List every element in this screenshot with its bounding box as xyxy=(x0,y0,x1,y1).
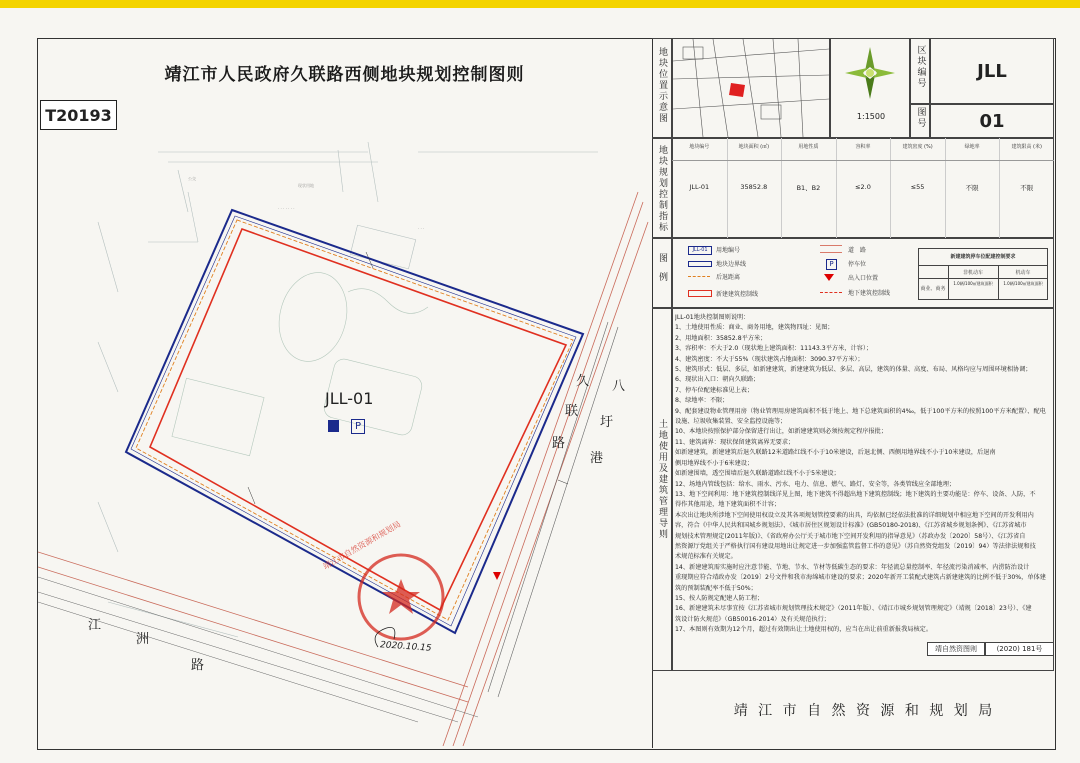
scan-edge xyxy=(0,0,1080,8)
legend-text-building-line: 新建建筑控制线 xyxy=(716,291,759,298)
legend-symbol-underground xyxy=(820,292,842,293)
location-map[interactable] xyxy=(672,38,830,138)
note-line: 如新建围墙，透空围墙后退久联路道路红线不小于5米建设； xyxy=(675,470,840,478)
note-line: 得作其他用途，地下建筑面积不计容； xyxy=(675,501,781,509)
note-line: 12、场地内管线包括：给水、雨水、污水、电力、信息、燃气、路灯、安全等，各类管线应全部地埋； xyxy=(675,480,956,488)
control-value: ≤2.0 xyxy=(855,183,871,191)
control-value: B1、B2 xyxy=(796,184,821,192)
legend-symbol-setback xyxy=(688,276,710,277)
legend-symbol-parking: P xyxy=(826,259,837,270)
note-line: 术规范标准有关规定。 xyxy=(675,553,737,561)
note-line: 15、按人防规定配建人防工程； xyxy=(675,594,764,602)
note-line: 11、建筑离界：现状保留建筑离界无要求； xyxy=(675,438,795,446)
control-value: ≤55 xyxy=(910,183,925,191)
legend-text-parking: 停车位 xyxy=(848,261,867,268)
legend-text-code: 用地编号 xyxy=(716,247,741,254)
control-value: 不限 xyxy=(965,184,979,192)
parcel-label: JLL-01 xyxy=(325,389,374,408)
official-seal xyxy=(359,555,443,639)
parking-icon-box xyxy=(328,420,339,432)
notes-label-cell: 土地使用及建筑管理导则 xyxy=(652,308,672,671)
sheet-number: 01 xyxy=(930,104,1054,138)
legend-text-setback: 后退距离 xyxy=(716,274,741,281)
doc-number: (2020) 181号 xyxy=(985,642,1054,656)
control-header: 地块面积 (㎡) xyxy=(738,144,770,150)
legend-symbol-boundary xyxy=(688,261,712,267)
canal-label-ba: 八 xyxy=(612,379,626,394)
control-header: 绿地率 xyxy=(964,144,980,150)
parking-table-title: 新建建筑停车位配建控制要求 xyxy=(950,254,1016,260)
legend-symbol-building-line xyxy=(688,290,712,297)
note-line: 重现期应符合靖政办发〔2019〕2号文件和我市海绵城市建设的要求；2020年新开工装配式建筑占新建建筑的比例不低于30%，单体建 xyxy=(675,574,1046,582)
issuing-bureau: 靖 江 市 自 然 资 源 和 规 划 局 xyxy=(733,703,996,719)
note-line: 8、绿地率：不限； xyxy=(675,397,729,405)
note-line: 筑的预制装配率不低于50%； xyxy=(675,584,757,592)
entrance-marker xyxy=(493,572,501,580)
road-label-jiu: 久 xyxy=(576,374,590,389)
location-panel-label-cell xyxy=(652,38,672,138)
block-code: JLL xyxy=(930,38,1054,104)
legend-symbol-code: JLL-01 xyxy=(688,246,712,255)
location-panel-label: 地块位置示意图 xyxy=(657,47,667,124)
note-line: 6、现状出入口：朝向久联路； xyxy=(675,376,760,384)
svg-text:· · ·: · · · xyxy=(418,226,425,231)
note-line: 4、建筑密度：不大于55%（现状建筑占地面积：3090.37平方米）； xyxy=(675,355,864,363)
canal-label-gang: 港 xyxy=(590,451,604,466)
road-label-zhou: 洲 xyxy=(136,632,150,647)
plan-sheet: 靖江市人民政府久联路西侧地块规划控制图则 T20193 公交 现状用地 · · · · · · · · · · JLL-01 P 久 联 路 八 圩 港 江 洲 路 靖江市自然资源和规划局 2020.10.15 地块位置示意图 1:1500 区块编号 JLL 图号 01 地块规划控制指标 地块编号 JLL-01 地块面积 (㎡) 35852.8 用地性质 B1、B2 容积率 ≤2.0 建筑密度 (%) ≤55 绿地率 不限 建筑限高 (米) 不限 图例 JLL-01 用地编号 地块边界线 后退距离 新建建筑控制线 道 路 P 停车位 出入口位置 地下建筑控制线 新建建筑停车位配建控制要求 非机动车 机动车 商业、商务 1.0辆/100㎡建筑面积 1.0辆/100㎡建筑面积 土地使用及建筑管理导则 JLL-01地块控制图则说明： 1、土地使用性质：商业、商务用地，建筑物四址：见图； 2、用地面积：35852.8平方米； 3、容积率：不大于2.0（现状地上建筑面积：11143.3平方米，计容）； 4、建筑密度：不大于55%（现状建筑占地面积：3090.37平方米）； 5、建筑形式：低层、多层，如新建建筑，新建建筑为低层、多层、高层，建筑的体量、高度、布局、风格均应与周围环境相协调； 6、现状出入口：朝向久联路； 7、停车位配建标准见上表； 8、绿地率：不限； 9、配套建设物业管理用房（物业管理用房建筑面积不低于地上、地下总建筑面积的4‰，低于100平方米的按照100平方米配置）、配电 设施、垃圾收集装置、安全监控设施等； 10、本地块按照保护部分保留进行出让，如新建建筑则必须按规定程序报批； 11、建筑离界：现状保留建筑离界无要求； 如新建建筑，新建建筑后退久联路12米道路红线不小于10米建设，后退北侧、西侧用地界线不小于10米建设，后退南 侧用地界线不小于6米建设； 如新建围墙，透空围墙后退久联路道路红线不小于5米建设； 12、场地内管线包括：给水、雨水、污水、电力、信息、燃气、路灯、安全等，各类管线应全部地埋； 13、地下空间利用：地下建筑控制线详见上图，地下建筑不得超出地下建筑控制线；地下建筑的主要功能是：停车、设备、人防，不 得作其他用途，地下建筑面积不计容； 本次出让地块所涉地下空间使用权设立及其各项规划管控要素的出具，均依据已经依法批准的详细规划中相应地下空间的开发利用内 容，符合《中华人民共和国城乡规划法》、《城市居住区规划设计标准》(GB50180-2018)、《江苏省城乡规划条例》、《江苏省城市 规划技术管理规定(2011年版)》、《省政府办公厅关于城市地下空间开发利用的指导意见》（苏政办发〔2020〕58号）、《江苏省自 然资源厅党组关于严格执行国有建设用地出让规定进一步加强监管监督工作的意见》（苏自然资党组发〔2019〕94）等法律法规和技 术规范标准有关规定。 14、新建建筑需实施时应注意节能、节地、节水、节材等低碳生态的要求：年径流总量控制率、年径流污染消减率、内涝防治设计 重现期应符合靖政办发〔2019〕2号文件和我市海绵城市建设的要求；2020年新开工装配式建筑占新建建筑的比例不低于30%，单体建 筑的预制装配率不低于50%； 15、按人防规定配建人防工程； 16、新建建筑未尽事宜按《江苏省城市规划管理技术规定》（2011年版）、《靖江市城乡规划管理规定》（靖规〔2018〕23号）、《建 筑设计防火规范》（GB50016-2014）及有关规范执行； 17、本图则有效期为12个月，超过有效期出让土地使用权的，应当在出让前重新报我局核定。 靖自然资图则 (2020) 181号 靖 江 市 自 然 资 源 和 规 划 局 xyxy=(0,0,1080,763)
parking-symbol[interactable]: P xyxy=(351,419,365,434)
signature-date: 2020.10.15 xyxy=(379,640,432,654)
control-value: JLL-01 xyxy=(689,183,710,191)
seal-text: 靖江市自然资源和规划局 xyxy=(321,519,403,572)
svg-text:现状用地: 现状用地 xyxy=(298,183,314,188)
control-header: 容积率 xyxy=(855,144,871,150)
note-line: 14、新建建筑需实施时应注意节能、节地、节水、节材等低碳生态的要求：年径流总量控制率、年径流污染消减率、内涝防治设计 xyxy=(675,563,1030,571)
control-value: 35852.8 xyxy=(740,183,768,191)
canal-label-yu: 圩 xyxy=(600,415,614,430)
note-line: 如新建建筑，新建建筑后退久联路12米道路红线不小于10米建设，后退北侧、西侧用地界线不小于10米建设，后退南 xyxy=(675,449,996,457)
note-line: 然资源厅党组关于严格执行国有建设用地出让规定进一步加强监管监督工作的意见》（苏自然资党组发〔2019〕94）等法律法规和技 xyxy=(675,542,1036,550)
note-line: 5、建筑形式：低层、多层，如新建建筑，新建建筑为低层、多层、高层，建筑的体量、高度、布局、风格均应与周围环境相协调； xyxy=(675,366,1032,374)
block-label-cell: 区块编号 xyxy=(910,38,930,104)
note-line: 16、新建建筑未尽事宜按《江苏省城市规划管理技术规定》（2011年版）、《靖江市城乡规划管理规定》（靖规〔2018〕23号）、《建 xyxy=(675,605,1032,613)
note-line: 1、土地使用性质：商业、商务用地，建筑物四址：见图； xyxy=(675,324,834,332)
note-line: 17、本图则有效期为12个月，超过有效期出让土地使用权的，应当在出让前重新报我局核定。 xyxy=(675,626,933,634)
north-arrow-icon xyxy=(831,39,909,109)
note-line: 侧用地界线不小于6米建设； xyxy=(675,459,754,467)
road-label-lu: 路 xyxy=(552,436,566,451)
road-label-road: 路 xyxy=(191,658,205,673)
scale-label: 1:1500 xyxy=(856,112,886,121)
control-panel-label-cell: 地块规划控制指标 xyxy=(652,138,672,238)
plan-code: T20193 xyxy=(40,100,117,130)
north-arrow-cell xyxy=(830,38,910,138)
control-header: 地块编号 xyxy=(689,144,710,150)
note-line: 10、本地块按照保护部分保留进行出让，如新建建筑则必须按规定程序报批； xyxy=(675,428,888,436)
note-line: 2、用地面积：35852.8平方米； xyxy=(675,334,767,342)
legend-symbol-entrance xyxy=(824,274,834,281)
note-line: 7、停车位配建标准见上表； xyxy=(675,386,754,394)
legend-text-road: 道 路 xyxy=(848,247,867,254)
note-line: JLL-01地块控制图则说明： xyxy=(675,314,750,321)
svg-text:· · · · · · ·: · · · · · · · xyxy=(278,206,295,211)
svg-text:公交: 公交 xyxy=(188,176,196,181)
legend-text-entrance: 出入口位置 xyxy=(848,275,879,282)
legend-text-boundary: 地块边界线 xyxy=(716,261,747,268)
legend-text-underground: 地下建筑控制线 xyxy=(848,290,891,297)
control-value: 不限 xyxy=(1020,184,1034,192)
note-line: 本次出让地块所涉地下空间使用权设立及其各项规划管控要素的出具，均依据已经依法批准的详细规划中相应地下空间的开发利用内 xyxy=(675,511,1034,519)
control-header: 建筑限高 (米) xyxy=(1011,144,1042,150)
note-line: 筑设计防火规范》（GB50016-2014）及有关规范执行； xyxy=(675,615,830,623)
notes-text xyxy=(675,313,1053,636)
location-map-drawing xyxy=(673,39,829,137)
note-line: 3、容积率：不大于2.0（现状地上建筑面积：11143.3平方米，计容）； xyxy=(675,345,873,353)
control-header: 用地性质 xyxy=(798,144,819,150)
road-label-lian: 联 xyxy=(565,404,579,419)
note-line: 9、配套建设物业管理用房（物业管理用房建筑面积不低于地上、地下总建筑面积的4‰，低于100平方米的按照100平方米配置）、配电 xyxy=(675,407,1046,415)
sheet-label-cell: 图号 xyxy=(910,104,930,138)
page-title: 靖江市人民政府久联路西侧地块规划控制图则 xyxy=(164,65,525,85)
note-line: 13、地下空间利用：地下建筑控制线详见上图，地下建筑不得超出地下建筑控制线；地下建筑的主要功能是：停车、设备、人防，不 xyxy=(675,490,1036,498)
note-line: 规划技术管理规定(2011年版)》、《省政府办公厅关于城市地下空间开发利用的指导意见》（苏政办发〔2020〕58号）、《江苏省自 xyxy=(675,532,1026,540)
legend-symbol-road xyxy=(820,245,842,253)
note-line: 设施、垃圾收集装置、安全监控设施等； xyxy=(675,418,787,426)
control-header: 建筑密度 (%) xyxy=(902,144,933,150)
note-line: 容，符合《中华人民共和国城乡规划法》、《城市居住区规划设计标准》(GB50180-2018)、《江苏省城乡规划条例》、《江苏省城市 xyxy=(675,522,1027,530)
legend-label-cell: 图例 xyxy=(652,238,672,308)
road-label-jiang: 江 xyxy=(88,618,102,633)
stamp-text: 靖自然资图则 xyxy=(927,642,985,656)
